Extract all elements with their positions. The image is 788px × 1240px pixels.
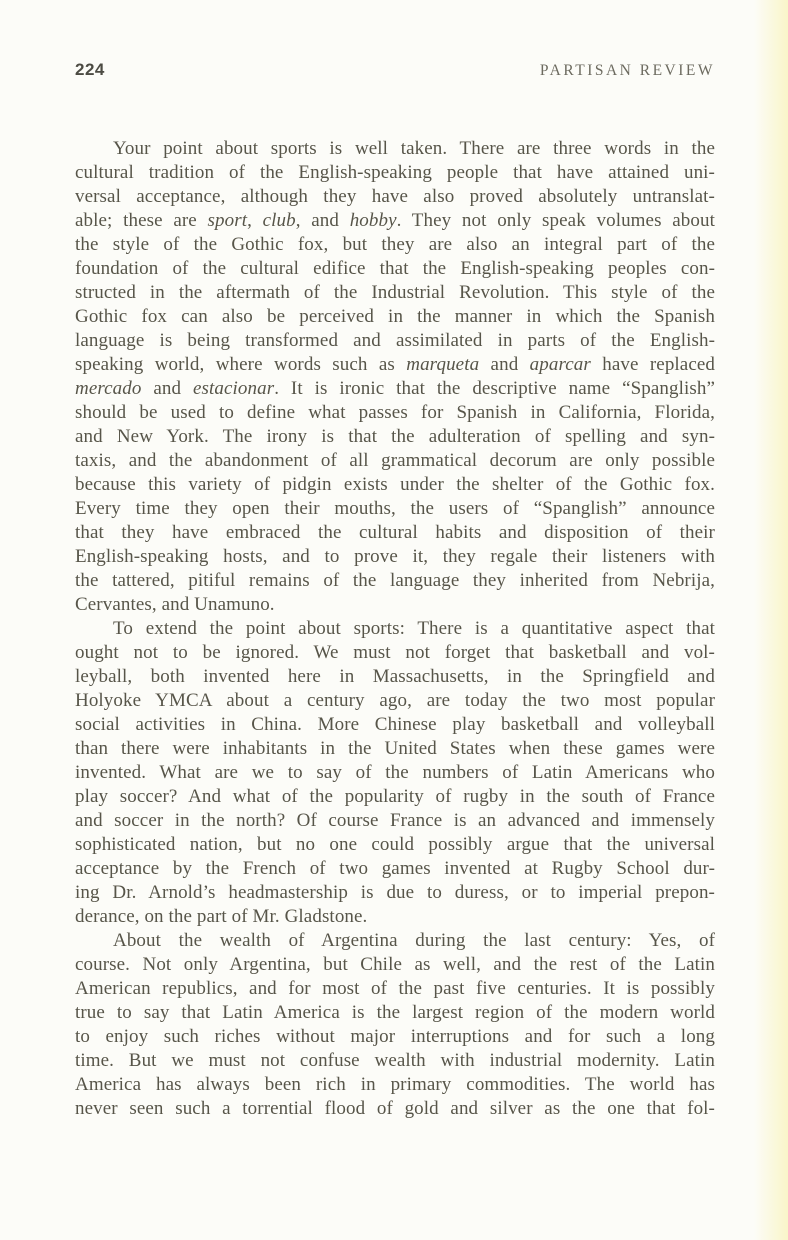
text-line: versal acceptance, although they have also proved absolutely untranslat-: [75, 186, 715, 207]
text-line: ought not to be ignored. We must not forget that basketball and vol-: [75, 642, 715, 663]
text-line: Cervantes, and Unamuno.: [75, 594, 275, 615]
text-line: that they have embraced the cultural habits and disposition of their: [75, 522, 715, 543]
text-line: English-speaking hosts, and to prove it, they regale their listeners with: [75, 546, 715, 567]
text-line: never seen such a torrential flood of gold and silver as the one that fol-: [75, 1098, 715, 1119]
text-line: and New York. The irony is that the adulteration of spelling and syn-: [75, 426, 715, 447]
journal-title: PARTISAN REVIEW: [539, 62, 715, 79]
text-line: able; these are sport, club, and hobby. They not only speak volumes about: [75, 210, 715, 231]
page-header: [75, 60, 715, 80]
text-line: speaking world, where words such as marqueta and aparcar have replaced: [75, 354, 715, 375]
text-line: invented. What are we to say of the numbers of Latin Americans who: [75, 762, 715, 783]
text-line: leyball, both invented here in Massachusetts, in the Springfield and: [75, 666, 715, 687]
text-line: To extend the point about sports: There is a quantitative aspect that: [113, 618, 715, 639]
text-line: derance, on the part of Mr. Gladstone.: [75, 906, 368, 927]
text-line: mercado and estacionar. It is ironic that the descriptive name “Spanglish”: [75, 378, 715, 399]
text-line: Gothic fox can also be perceived in the manner in which the Spanish: [75, 306, 715, 327]
text-line: Your point about sports is well taken. There are three words in the: [113, 138, 715, 159]
page-number: 224: [75, 60, 105, 79]
text-line: social activities in China. More Chinese play basketball and volleyball: [75, 714, 715, 735]
text-line: America has always been rich in primary commodities. The world has: [75, 1074, 715, 1095]
text-line: Every time they open their mouths, the users of “Spanglish” announce: [75, 498, 715, 519]
text-line: the tattered, pitiful remains of the language they inherited from Nebrija,: [75, 570, 715, 591]
text-line: cultural tradition of the English-speaking people that have attained uni-: [75, 162, 715, 183]
text-line: taxis, and the abandonment of all grammatical decorum are only possible: [75, 450, 715, 471]
text-line: American republics, and for most of the past five centuries. It is possibly: [75, 978, 715, 999]
text-line: and soccer in the north? Of course France is an advanced and immensely: [75, 810, 715, 831]
text-line: ing Dr. Arnold’s headmastership is due to duress, or to imperial prepon-: [75, 882, 715, 903]
text-line: course. Not only Argentina, but Chile as well, and the rest of the Latin: [75, 954, 715, 975]
text-line: than there were inhabitants in the United States when these games were: [75, 738, 715, 759]
text-line: acceptance by the French of two games invented at Rugby School dur-: [75, 858, 715, 879]
text-line: structed in the aftermath of the Industrial Revolution. This style of the: [75, 282, 715, 303]
text-line: sophisticated nation, but no one could possibly argue that the universal: [75, 834, 715, 855]
page-edge-shading: [754, 0, 788, 1240]
text-line: to enjoy such riches without major interruptions and for such a long: [75, 1026, 715, 1047]
text-line: play soccer? And what of the popularity of rugby in the south of France: [75, 786, 715, 807]
text-block: [75, 137, 715, 1121]
text-line: because this variety of pidgin exists under the shelter of the Gothic fox.: [75, 474, 715, 495]
text-line: language is being transformed and assimilated in parts of the English-: [75, 330, 715, 351]
text-line: Holyoke YMCA about a century ago, are today the two most popular: [75, 690, 715, 711]
text-line: foundation of the cultural edifice that the English-speaking peoples con-: [75, 258, 715, 279]
text-line: true to say that Latin America is the largest region of the modern world: [75, 1002, 715, 1023]
text-line: the style of the Gothic fox, but they are also an integral part of the: [75, 234, 715, 255]
text-line: should be used to define what passes for Spanish in California, Florida,: [75, 402, 715, 423]
text-line: About the wealth of Argentina during the last century: Yes, of: [113, 930, 715, 951]
text-line: time. But we must not confuse wealth with industrial modernity. Latin: [75, 1050, 715, 1071]
